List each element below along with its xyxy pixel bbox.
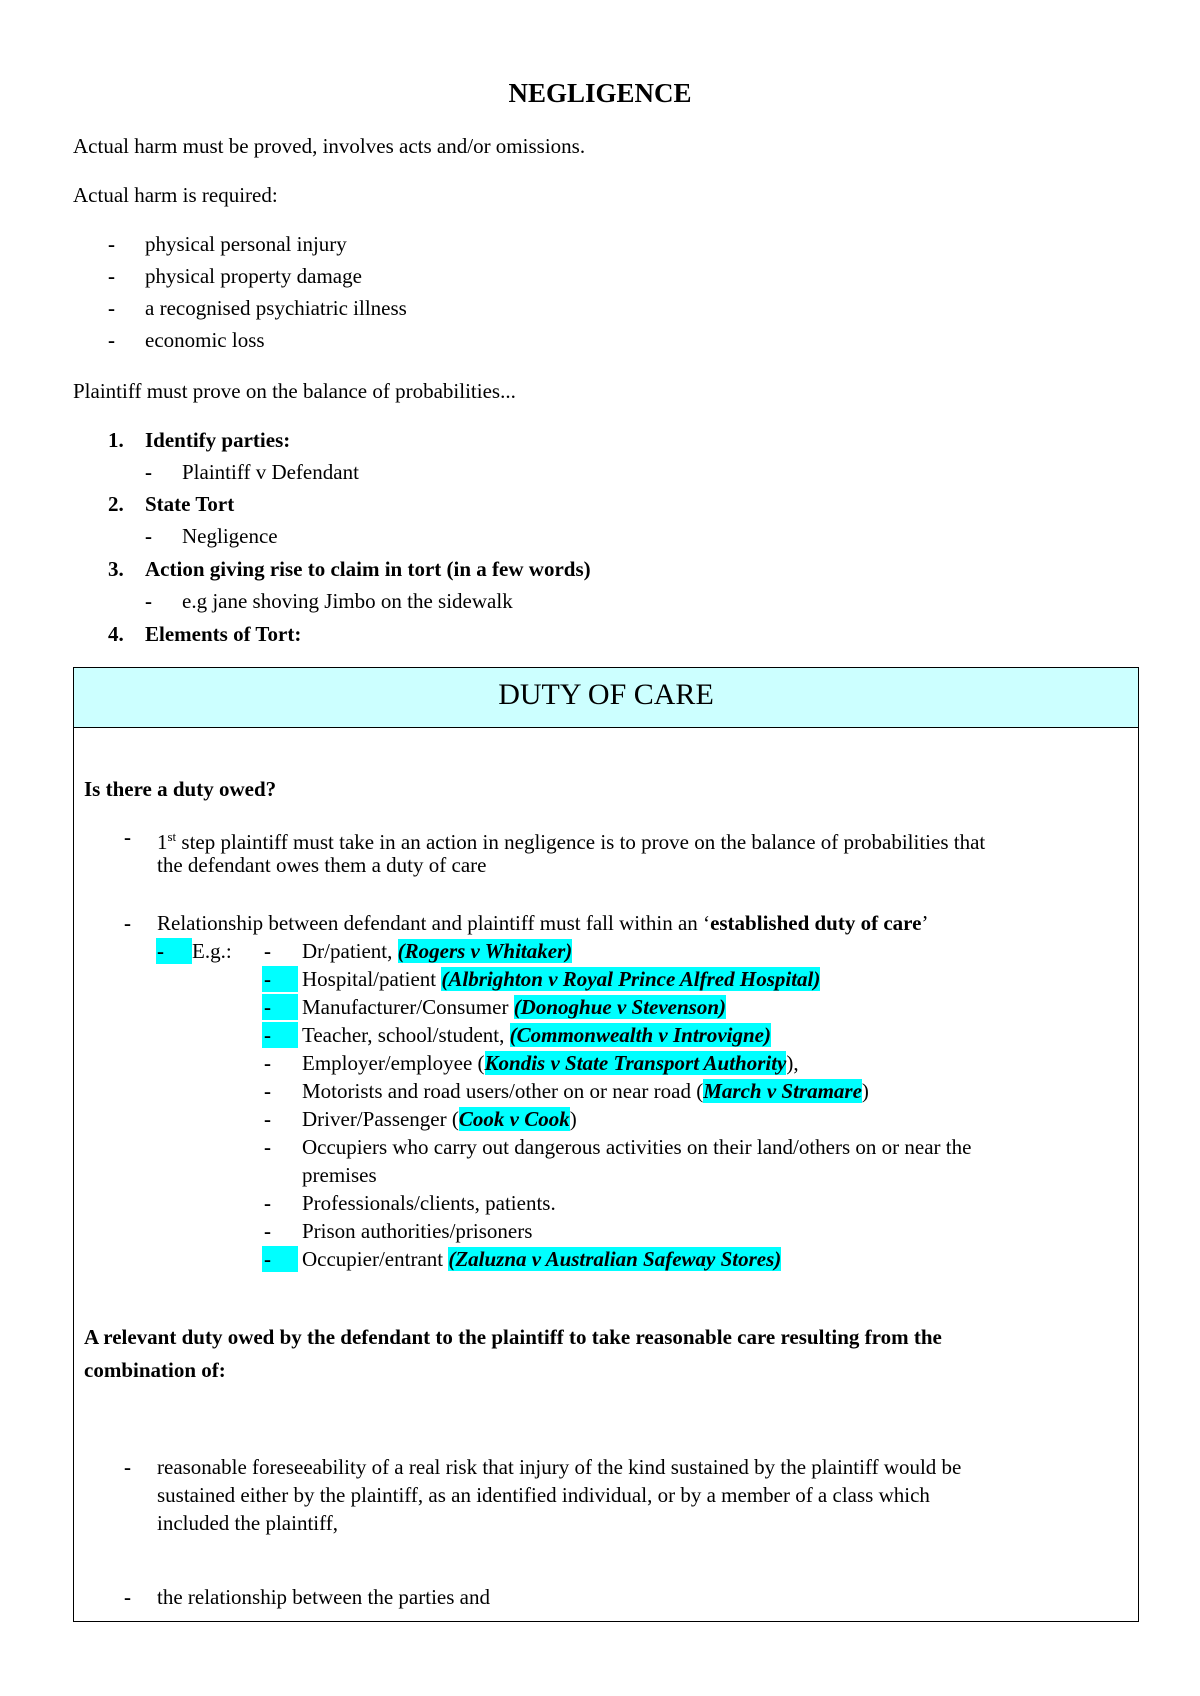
example-text: Hospital/patient	[302, 967, 442, 991]
example-after: )	[861, 1079, 869, 1103]
ordinal-number: 1	[157, 830, 168, 854]
case-citation: (Donoghue v Stevenson)	[513, 995, 727, 1019]
case-citation: (Zaluzna v Australian Safeway Stores)	[448, 1247, 782, 1271]
example-item	[302, 1077, 869, 1105]
example-after: )	[569, 1107, 577, 1131]
bullet-dash: -	[264, 967, 271, 991]
example-item	[302, 1105, 577, 1133]
example-item	[302, 1021, 771, 1049]
step-number: 1.	[108, 428, 124, 452]
example-item	[302, 1049, 799, 1077]
step-label: Identify parties:	[145, 428, 291, 452]
example-text: Driver/Passenger (	[302, 1107, 459, 1131]
bullet-dash: -	[264, 995, 271, 1019]
bullet-dash: -	[124, 1585, 131, 1609]
bullet-dash: -	[264, 1079, 271, 1103]
bullet-dash: -	[108, 328, 115, 352]
example-text: Employer/employee (	[302, 1051, 485, 1075]
box-heading: DUTY OF CARE	[498, 678, 714, 711]
relationship-parties: the relationship between the parties and	[157, 1585, 490, 1609]
example-item	[302, 1245, 781, 1273]
balance-line: Plaintiff must prove on the balance of probabilities...	[73, 379, 516, 403]
relevant-duty-line-1: A relevant duty owed by the defendant to the plaintiff to take reasonable care resulting from the	[84, 1325, 942, 1349]
intro-line-2: Actual harm is required:	[73, 183, 278, 207]
eg-label: E.g.:	[192, 939, 232, 963]
step-number: 3.	[108, 557, 124, 581]
duty-of-care-box	[73, 667, 1139, 1622]
harm-item: physical property damage	[145, 264, 362, 288]
bullet-dash: -	[145, 589, 152, 613]
example-text: Prison authorities/prisoners	[302, 1219, 533, 1243]
case-citation: March v Stramare	[703, 1079, 862, 1103]
example-continuation: premises	[302, 1163, 377, 1187]
example-text: Manufacturer/Consumer	[302, 995, 514, 1019]
step-sub: Negligence	[182, 524, 278, 548]
foreseeability-line-1: reasonable foreseeability of a real risk that injury of the kind sustained by the plaintiff would be	[157, 1455, 962, 1479]
case-citation: (Rogers v Whitaker)	[397, 939, 573, 963]
foreseeability-line-3: included the plaintiff,	[157, 1511, 338, 1535]
example-item	[302, 965, 820, 993]
case-citation: (Commonwealth v Introvigne)	[509, 1023, 771, 1047]
harm-item: physical personal injury	[145, 232, 347, 256]
case-citation: Cook v Cook	[458, 1107, 570, 1131]
example-text: Professionals/clients, patients.	[302, 1191, 556, 1215]
bullet-dash: -	[124, 825, 131, 849]
example-text: Motorists and road users/other on or near road (	[302, 1079, 704, 1103]
relevant-duty-line-2: combination of:	[84, 1358, 226, 1382]
page-title: NEGLIGENCE	[508, 78, 692, 108]
bullet-dash: -	[264, 1107, 271, 1131]
duty-question: Is there a duty owed?	[84, 777, 277, 801]
bullet-dash: -	[124, 911, 131, 935]
relationship-line	[157, 909, 928, 937]
step-sub: e.g jane shoving Jimbo on the sidewalk	[182, 589, 513, 613]
relationship-end: ’	[921, 911, 929, 935]
bullet-dash: -	[264, 939, 271, 963]
case-citation: Kondis v State Transport Authority	[484, 1051, 787, 1075]
bullet-dash: -	[124, 1455, 131, 1479]
example-item	[302, 993, 726, 1021]
step-number: 4.	[108, 622, 124, 646]
bullet-dash: -	[264, 1247, 271, 1271]
harm-item: a recognised psychiatric illness	[145, 296, 407, 320]
example-after: ),	[786, 1051, 799, 1075]
step-number: 2.	[108, 492, 124, 516]
bullet-dash: -	[264, 1219, 271, 1243]
bullet-dash: -	[264, 1023, 271, 1047]
bullet-dash: -	[145, 460, 152, 484]
step-sub: Plaintiff v Defendant	[182, 460, 359, 484]
established-duty: established duty of care	[710, 911, 922, 935]
bullet-dash: -	[145, 524, 152, 548]
foreseeability-line-2: sustained either by the plaintiff, as an identified individual, or by a member of a class which	[157, 1483, 930, 1507]
box-header	[74, 668, 1138, 728]
bullet-dash: -	[157, 939, 164, 963]
case-citation: (Albrighton v Royal Prince Alfred Hospital)	[441, 967, 821, 991]
relationship-text: Relationship between defendant and plaintiff must fall within an ‘	[157, 911, 711, 935]
example-item	[264, 937, 271, 965]
bullet-dash: -	[264, 1051, 271, 1075]
first-step-line-2: the defendant owes them a duty of care	[157, 853, 487, 877]
example-text: Occupiers who carry out dangerous activities on their land/others on or near the	[302, 1135, 972, 1159]
step-label: State Tort	[145, 492, 235, 516]
example-text: Occupier/entrant	[302, 1247, 449, 1271]
step-label: Elements of Tort:	[145, 622, 302, 646]
first-step-text: step plaintiff must take in an action in negligence is to prove on the balance of probabilities that	[176, 830, 986, 854]
bullet-dash: -	[108, 232, 115, 256]
harm-item: economic loss	[145, 328, 265, 352]
bullet-dash: -	[108, 264, 115, 288]
step-label: Action giving rise to claim in tort (in a few words)	[145, 557, 591, 581]
example-item	[302, 937, 572, 965]
example-text: Dr/patient,	[302, 939, 398, 963]
example-text: Teacher, school/student,	[302, 1023, 510, 1047]
intro-line-1: Actual harm must be proved, involves acts and/or omissions.	[73, 134, 586, 158]
bullet-dash: -	[264, 1135, 271, 1159]
ordinal-suffix: st	[167, 829, 177, 844]
bullet-dash: -	[108, 296, 115, 320]
bullet-dash: -	[264, 1191, 271, 1215]
